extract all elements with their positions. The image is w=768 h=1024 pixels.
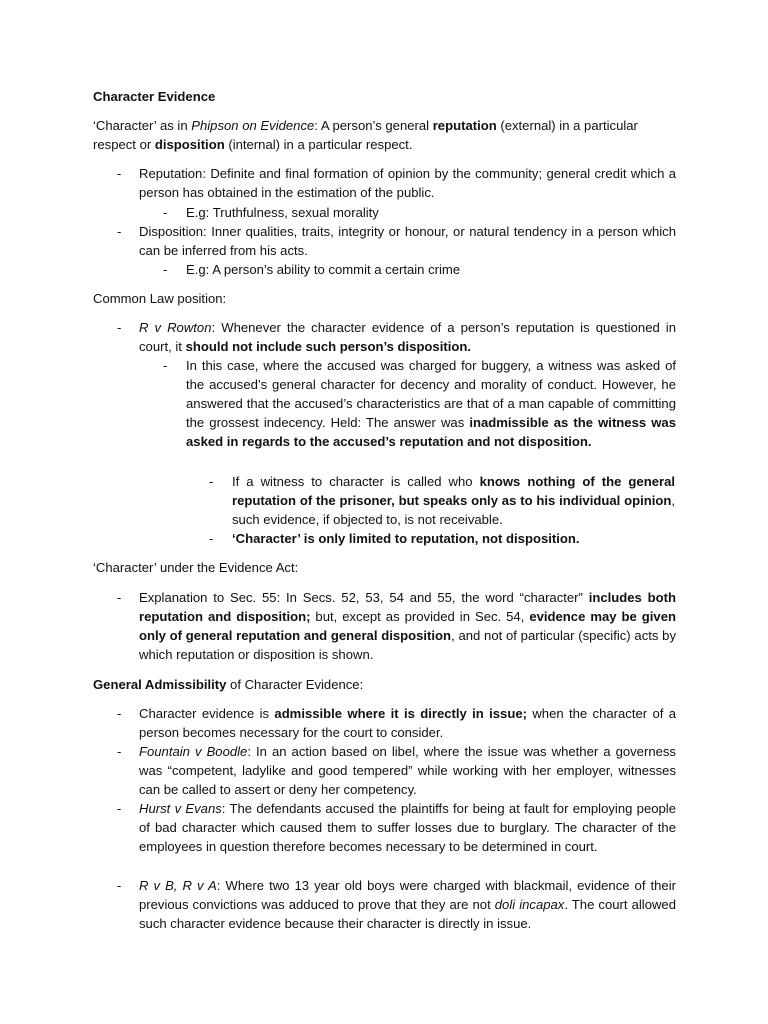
list-item bbox=[163, 260, 676, 279]
reputation-term: reputation bbox=[432, 118, 497, 133]
bullet-dash: - bbox=[117, 224, 122, 239]
case-name: R v B, R v A bbox=[139, 878, 217, 893]
latin-term: doli incapax bbox=[494, 897, 565, 912]
bullet-dash: - bbox=[163, 205, 168, 220]
case-text: : Where two 13 year old boys were charged with blackmail, evidence of their previous convictions was adduced to prove that they are not bbox=[139, 878, 676, 912]
reputation-example: E.g: Truthfulness, sexual morality bbox=[186, 205, 379, 220]
case-name: R v Rowton bbox=[139, 320, 212, 335]
list-item bbox=[93, 704, 676, 742]
intro-text: : A person’s general bbox=[314, 118, 433, 133]
case-holding: should not include such person’s disposition. bbox=[185, 339, 471, 354]
case-text: : In an action based on libel, where the issue was whether a governess was “competent, ladylike and good tempered” while working with her employer, witnesses can be called to assert or deny her competency. bbox=[139, 744, 676, 797]
rule-text: Character evidence is bbox=[139, 706, 275, 721]
section-ref: Explanation to Sec. 55 bbox=[139, 590, 277, 605]
case-name: Fountain v Boodle bbox=[139, 744, 248, 759]
section-text: : In Secs. 52, 53, 54 and 55, the word “character” bbox=[276, 590, 589, 605]
bullet-dash: - bbox=[117, 590, 122, 605]
disposition-term: disposition bbox=[154, 137, 225, 152]
list-item bbox=[93, 742, 676, 799]
rule-text: If a witness to character is called who bbox=[232, 474, 480, 489]
list-item bbox=[93, 799, 676, 856]
list-item bbox=[93, 318, 676, 356]
section-text: , and not of particular (specific) acts by which reputation or disposition is shown. bbox=[139, 628, 677, 662]
common-law-heading: Common Law position: bbox=[93, 291, 227, 306]
list-item bbox=[93, 222, 676, 260]
list-item bbox=[163, 356, 676, 451]
bullet-dash: - bbox=[209, 474, 214, 489]
section-emphasis: includes both reputation and disposition; bbox=[139, 590, 677, 624]
intro-paragraph bbox=[93, 116, 676, 154]
bullet-dash: - bbox=[117, 320, 122, 335]
section-text: but, except as provided in Sec. 54, bbox=[310, 609, 530, 624]
bullet-dash: - bbox=[163, 358, 168, 373]
heading-rest: of Character Evidence: bbox=[226, 677, 364, 692]
bullet-dash: - bbox=[117, 878, 122, 893]
rule-text: when the character of a person becomes necessary for the court to consider. bbox=[139, 706, 676, 740]
case-text: : Whenever the character evidence of a person’s reputation is questioned in court, it bbox=[139, 320, 677, 354]
section-emphasis: evidence may be given only of general reputation and general disposition bbox=[139, 609, 676, 643]
bullet-dash: - bbox=[163, 262, 168, 277]
list-item bbox=[209, 529, 675, 548]
bullet-dash: - bbox=[117, 744, 122, 759]
case-holding: inadmissible as the witness was asked in regards to the accused’s reputation and not disposition. bbox=[186, 415, 676, 449]
bullet-dash: - bbox=[117, 166, 122, 181]
case-text: : The defendants accused the plaintiffs for being at fault for employing people of bad character which caused them to suffer losses due to burglary. The character of the employees in question therefore becomes necessary to be determined in court. bbox=[139, 801, 676, 854]
rule-emphasis: ‘Character’ is only limited to reputation, not disposition. bbox=[232, 531, 580, 546]
list-item bbox=[93, 164, 676, 202]
intro-text: (internal) in a particular respect. bbox=[224, 137, 413, 152]
heading-bold: General Admissibility bbox=[93, 677, 227, 692]
admissibility-heading bbox=[93, 675, 676, 694]
list-item bbox=[209, 472, 675, 529]
list-item bbox=[163, 203, 676, 222]
phipson-citation: Phipson on Evidence bbox=[191, 118, 315, 133]
list-item bbox=[93, 876, 676, 933]
case-facts: In this case, where the accused was charged for buggery, a witness was asked of the accused’s general character for decency and morality of conduct. However, he answered that the accused’s characteristics are that of a man capable of committing the grossest indecency. Held: The answer was bbox=[186, 358, 676, 430]
bullet-dash: - bbox=[117, 706, 122, 721]
rule-emphasis: knows nothing of the general reputation of the prisoner, but speaks only as to his individual opinion bbox=[232, 474, 675, 508]
list-item bbox=[93, 588, 676, 664]
page-title: Character Evidence bbox=[93, 89, 216, 104]
intro-text: (external) in a particular respect or bbox=[93, 118, 638, 152]
reputation-definition: Reputation: Definite and final formation of opinion by the community; general credit which a person has obtained in the estimation of the public. bbox=[139, 166, 676, 200]
evidence-act-heading: ‘Character’ under the Evidence Act: bbox=[93, 560, 299, 575]
rule-emphasis: admissible where it is directly in issue; bbox=[274, 706, 527, 721]
bullet-dash: - bbox=[117, 801, 122, 816]
rule-text: , such evidence, if objected to, is not receivable. bbox=[232, 493, 675, 527]
case-text: . The court allowed such character evidence because their character is directly in issue. bbox=[139, 897, 676, 931]
case-name: Hurst v Evans bbox=[139, 801, 222, 816]
intro-text: ‘Character’ as in bbox=[93, 118, 192, 133]
bullet-dash: - bbox=[209, 531, 214, 546]
disposition-definition: Disposition: Inner qualities, traits, integrity or honour, or natural tendency in a person which can be inferred from his acts. bbox=[139, 224, 676, 258]
disposition-example: E.g: A person’s ability to commit a certain crime bbox=[186, 262, 461, 277]
